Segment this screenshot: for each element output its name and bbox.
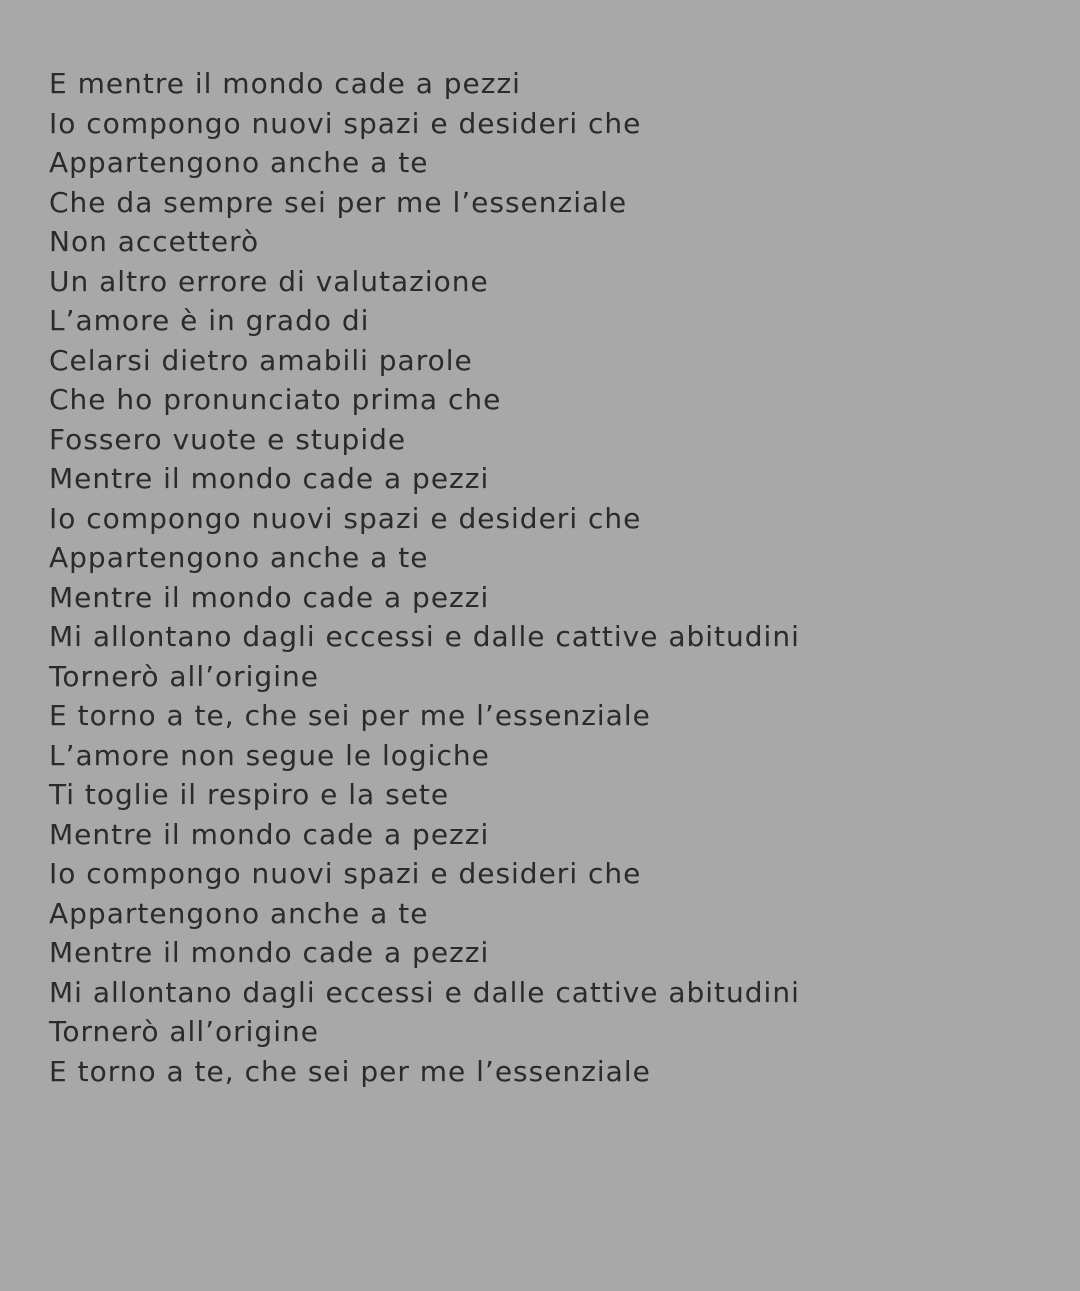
lyric-line: Io compongo nuovi spazi e desideri che <box>49 857 642 890</box>
lyric-line: Appartengono anche a te <box>49 896 429 930</box>
lyric-line: Mentre il mondo cade a pezzi <box>49 936 490 969</box>
lyric-line: Un altro errore di valutazione <box>49 264 489 298</box>
lyric-line: Io compongo nuovi spazi e desideri che <box>49 501 642 535</box>
lyric-line: Celarsi dietro amabili parole <box>49 343 473 377</box>
lyric-line: Mentre il mondo cade a pezzi <box>49 462 490 495</box>
lyric-line: Mi allontano dagli eccessi e dalle cattive abitudini <box>49 620 800 653</box>
lyric-line: Mi allontano dagli eccessi e dalle cattive abitudini <box>49 975 800 1009</box>
lyric-line: L’amore non segue le logiche <box>49 738 490 772</box>
lyric-line: Ti toglie il respiro e la sete <box>49 778 450 811</box>
lyric-line: E torno a te, che sei per me l’essenziale <box>49 1054 651 1088</box>
lyric-line: L’amore è in grado di <box>49 304 370 337</box>
lyric-line: E torno a te, che sei per me l’essenziale <box>49 699 651 732</box>
lyric-line: Appartengono anche a te <box>49 541 429 574</box>
lyric-line: Mentre il mondo cade a pezzi <box>49 580 490 614</box>
lyric-line: E mentre il mondo cade a pezzi <box>49 67 521 100</box>
lyric-line: Che ho pronunciato prima che <box>49 383 502 416</box>
lyric-line: Appartengono anche a te <box>49 146 429 179</box>
lyric-line: Tornerò all’origine <box>49 1015 319 1048</box>
lyrics-text-block <box>49 64 1049 1091</box>
lyric-line: Io compongo nuovi spazi e desideri che <box>49 106 642 140</box>
lyric-line: Che da sempre sei per me l’essenziale <box>49 185 628 219</box>
lyric-line: Tornerò all’origine <box>49 659 319 693</box>
lyric-line: Non accetterò <box>49 225 260 258</box>
lyric-line: Fossero vuote e stupide <box>49 422 407 456</box>
lyric-line: Mentre il mondo cade a pezzi <box>49 817 490 851</box>
